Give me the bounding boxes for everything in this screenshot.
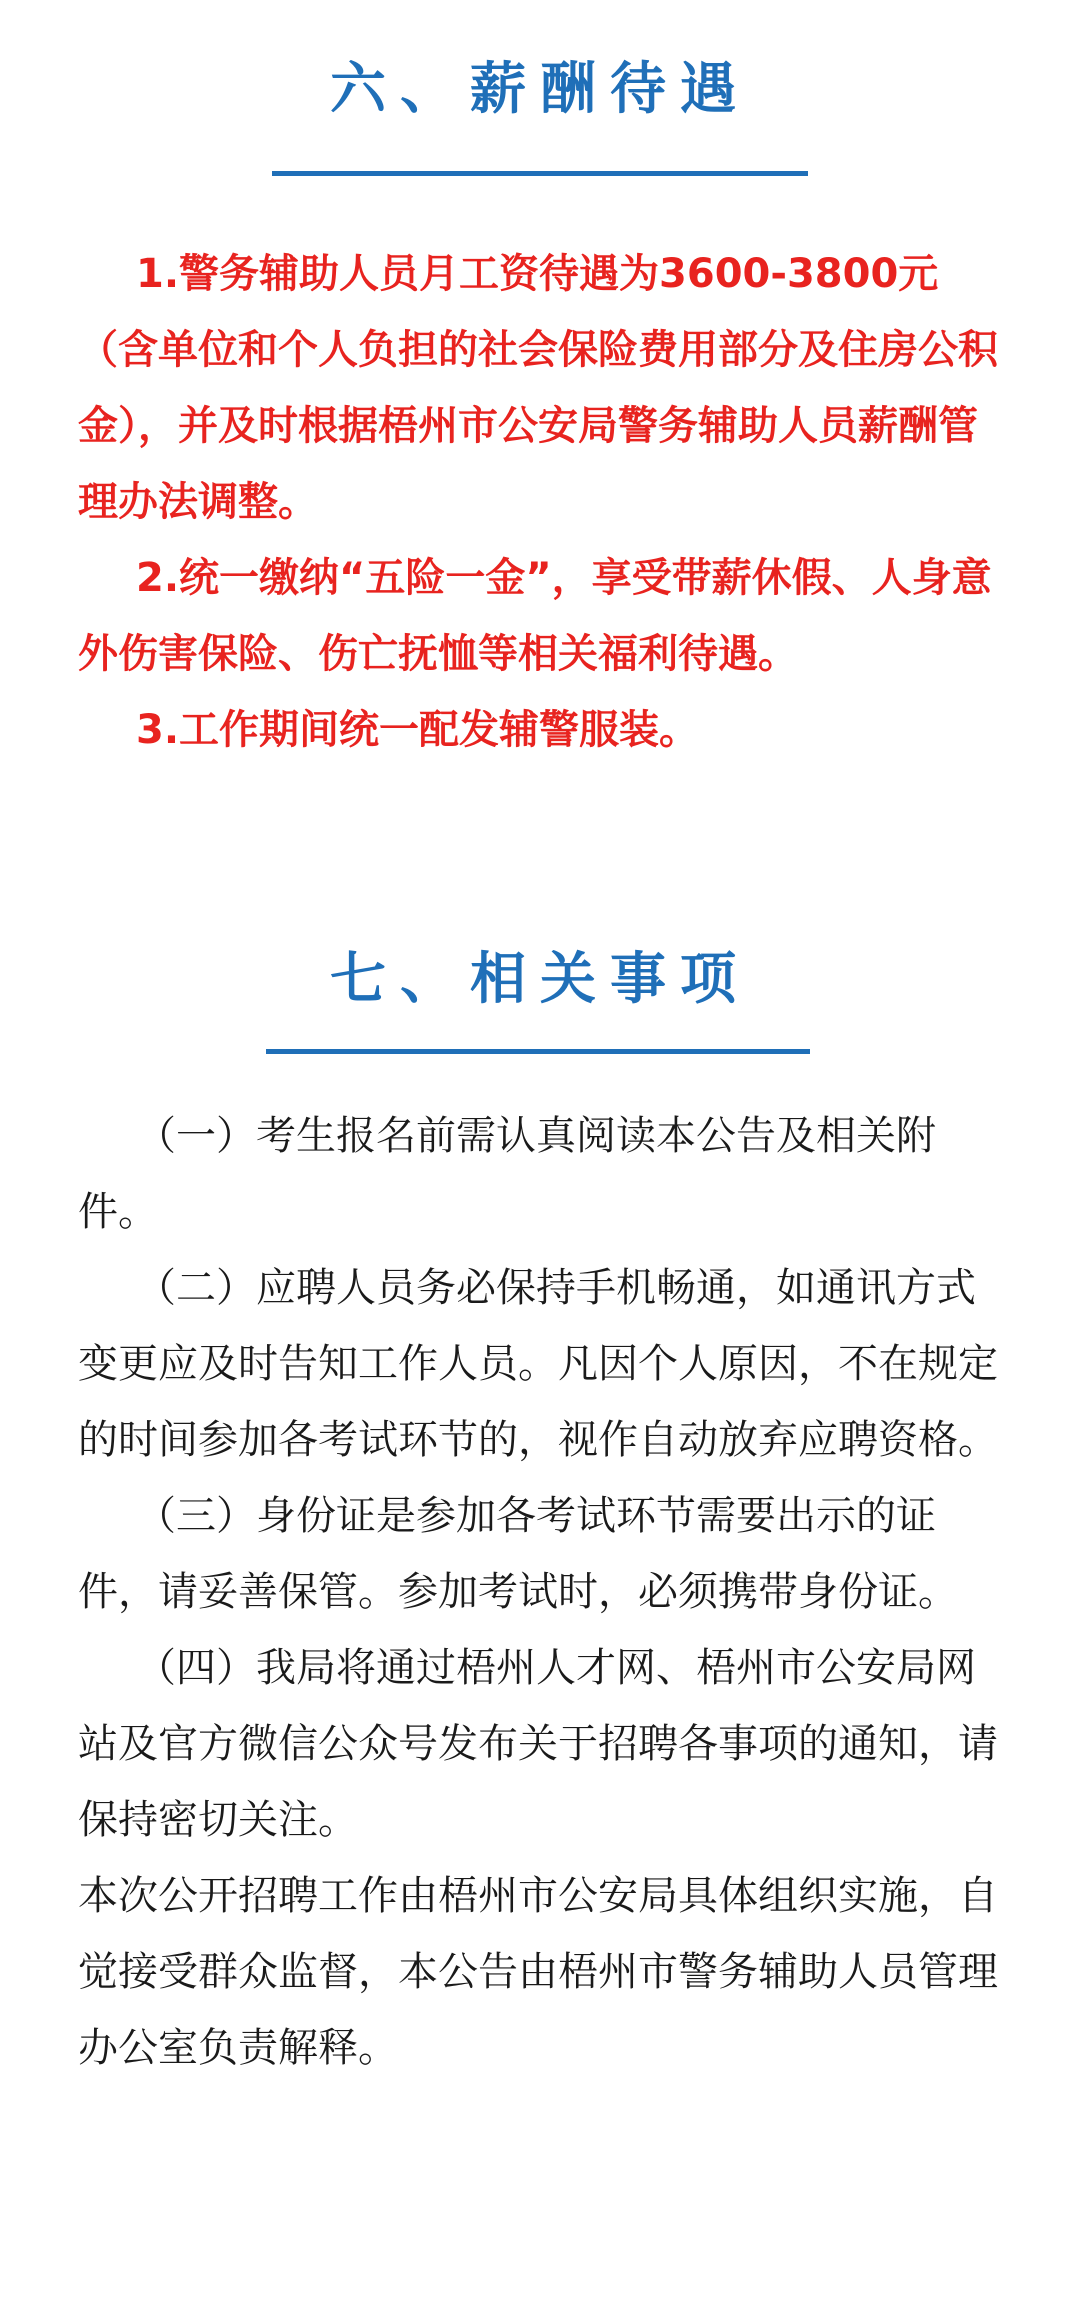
section-six-content xyxy=(78,236,998,768)
benefits-paragraph: 2.统一缴纳“五险一金”，享受带薪休假、人身意外伤害保险、伤亡抚恤等相关福利待遇。 xyxy=(78,555,992,677)
notice-item-two: （二）应聘人员务必保持手机畅通，如通讯方式变更应及时告知工作人员。凡因个人原因，不在规定的时间参加各考试环节的，视作自动放弃应聘资格。 xyxy=(78,1265,998,1463)
section-six-title: 六、薪酬待遇 xyxy=(330,57,750,122)
section-six-divider xyxy=(272,171,808,176)
section-seven-divider xyxy=(266,1049,810,1054)
notice-item-one: （一）考生报名前需认真阅读本公告及相关附件。 xyxy=(78,1113,936,1235)
section-seven-content xyxy=(78,1098,998,2086)
uniform-paragraph: 3.工作期间统一配发辅警服装。 xyxy=(136,707,700,753)
closing-statement: 本次公开招聘工作由梧州市公安局具体组织实施，自觉接受群众监督，本公告由梧州市警务辅助人员管理办公室负责解释。 xyxy=(78,1873,998,2071)
section-seven-title: 七、相关事项 xyxy=(330,947,750,1012)
notice-item-four: （四）我局将通过梧州人才网、梧州市公安局网站及官方微信公众号发布关于招聘各事项的通知，请保持密切关注。 xyxy=(78,1645,998,1843)
notice-item-three: （三）身份证是参加各考试环节需要出示的证件，请妥善保管。参加考试时，必须携带身份证。 xyxy=(78,1493,958,1615)
salary-paragraph: 1.警务辅助人员月工资待遇为3600-3800元（含单位和个人负担的社会保险费用部分及住房公积金），并及时根据梧州市公安局警务辅助人员薪酬管理办法调整。 xyxy=(78,251,998,525)
